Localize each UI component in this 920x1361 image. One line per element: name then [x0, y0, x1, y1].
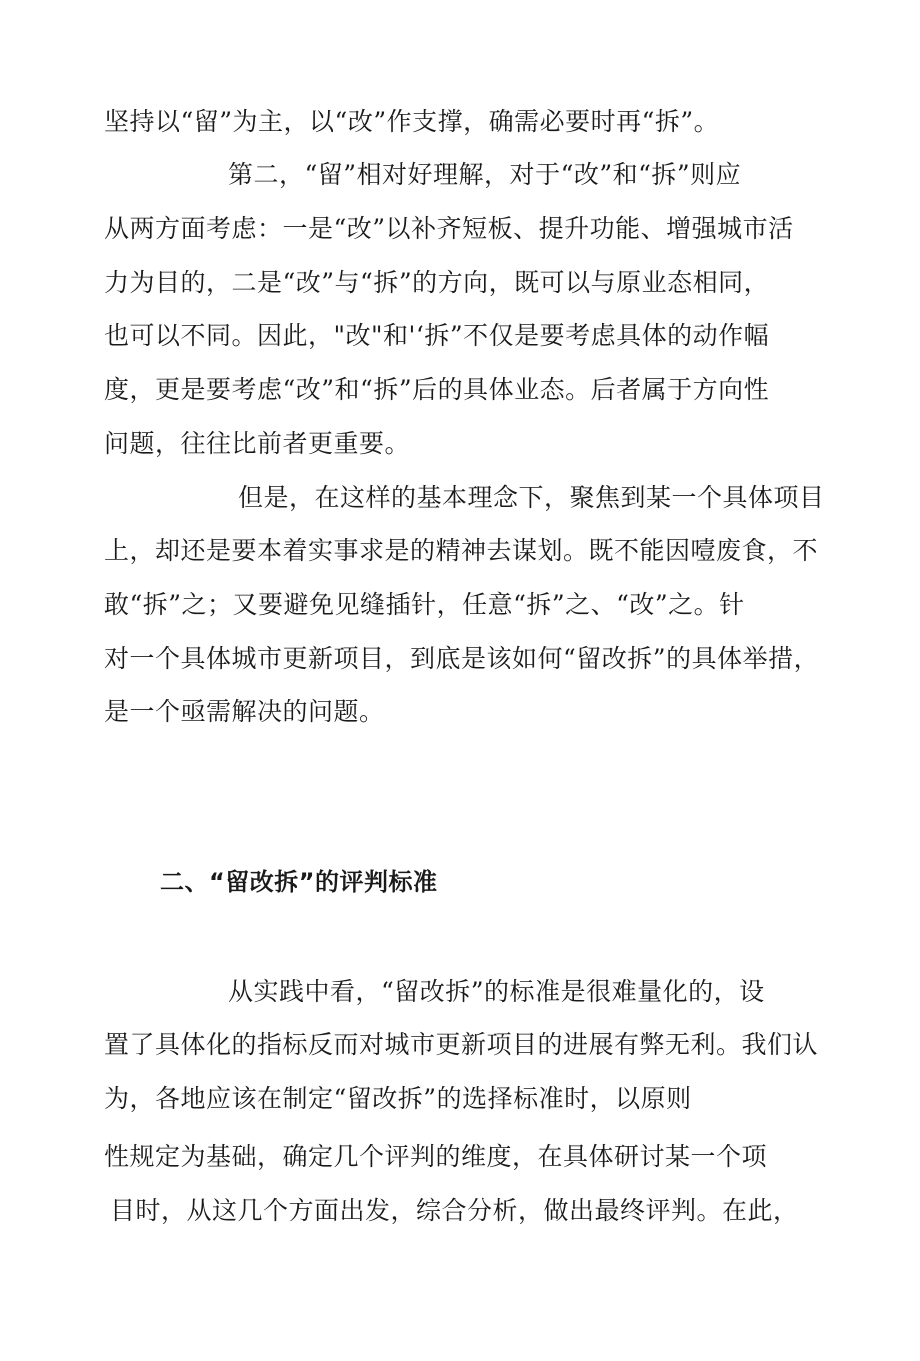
text-line: 上，却还是要本着实事求是的精神去谋划。既不能因噎废食，不 — [104, 536, 819, 565]
text-line: 力为目的，二是“改”与“拆”的方向，既可以与原业态相同， — [104, 268, 770, 297]
text-line: 第二，“留”相对好理解，对于“改”和“拆”则应 — [228, 160, 742, 189]
text-line: 置了具体化的指标反而对城市更新项目的进展有弊无利。我们认 — [104, 1030, 819, 1059]
text-line: 度，更是要考虑“改”和“拆”后的具体业态。后者属于方向性 — [104, 375, 770, 404]
text-line: 问题，往往比前者更重要。 — [104, 429, 411, 458]
text-line: 为，各地应该在制定“留改拆”的选择标准时，以原则 — [104, 1084, 692, 1113]
text-line: 性规定为基础，确定几个评判的维度，在具体研讨某一个项 — [104, 1142, 768, 1171]
text-line: 从实践中看，“留改拆”的标准是很难量化的，设 — [228, 977, 765, 1006]
text-line: 也可以不同。因此，"改"和'‘拆”不仅是要考虑具体的动作幅 — [104, 321, 770, 350]
text-line: 但是，在这样的基本理念下，聚焦到某一个具体项目 — [238, 483, 825, 512]
text-line: 从两方面考虑：一是“改”以补齐短板、提升功能、增强城市活 — [104, 214, 794, 243]
text-line: 是一个亟需解决的问题。 — [104, 697, 385, 726]
text-line: 坚持以“留”为主，以“改”作支撑，确需必要时再“拆”。 — [104, 107, 720, 136]
text-line: 目时，从这几个方面出发，综合分析，做出最终评判。在此， — [110, 1196, 799, 1225]
section-heading: 二、“留改拆”的评判标准 — [160, 868, 438, 896]
text-line: 敢“拆”之；又要避免见缝插针，任意“拆”之、“改”之。针 — [104, 590, 745, 619]
text-line: 对一个具体城市更新项目，到底是该如何“留改拆”的具体举措， — [104, 644, 820, 673]
